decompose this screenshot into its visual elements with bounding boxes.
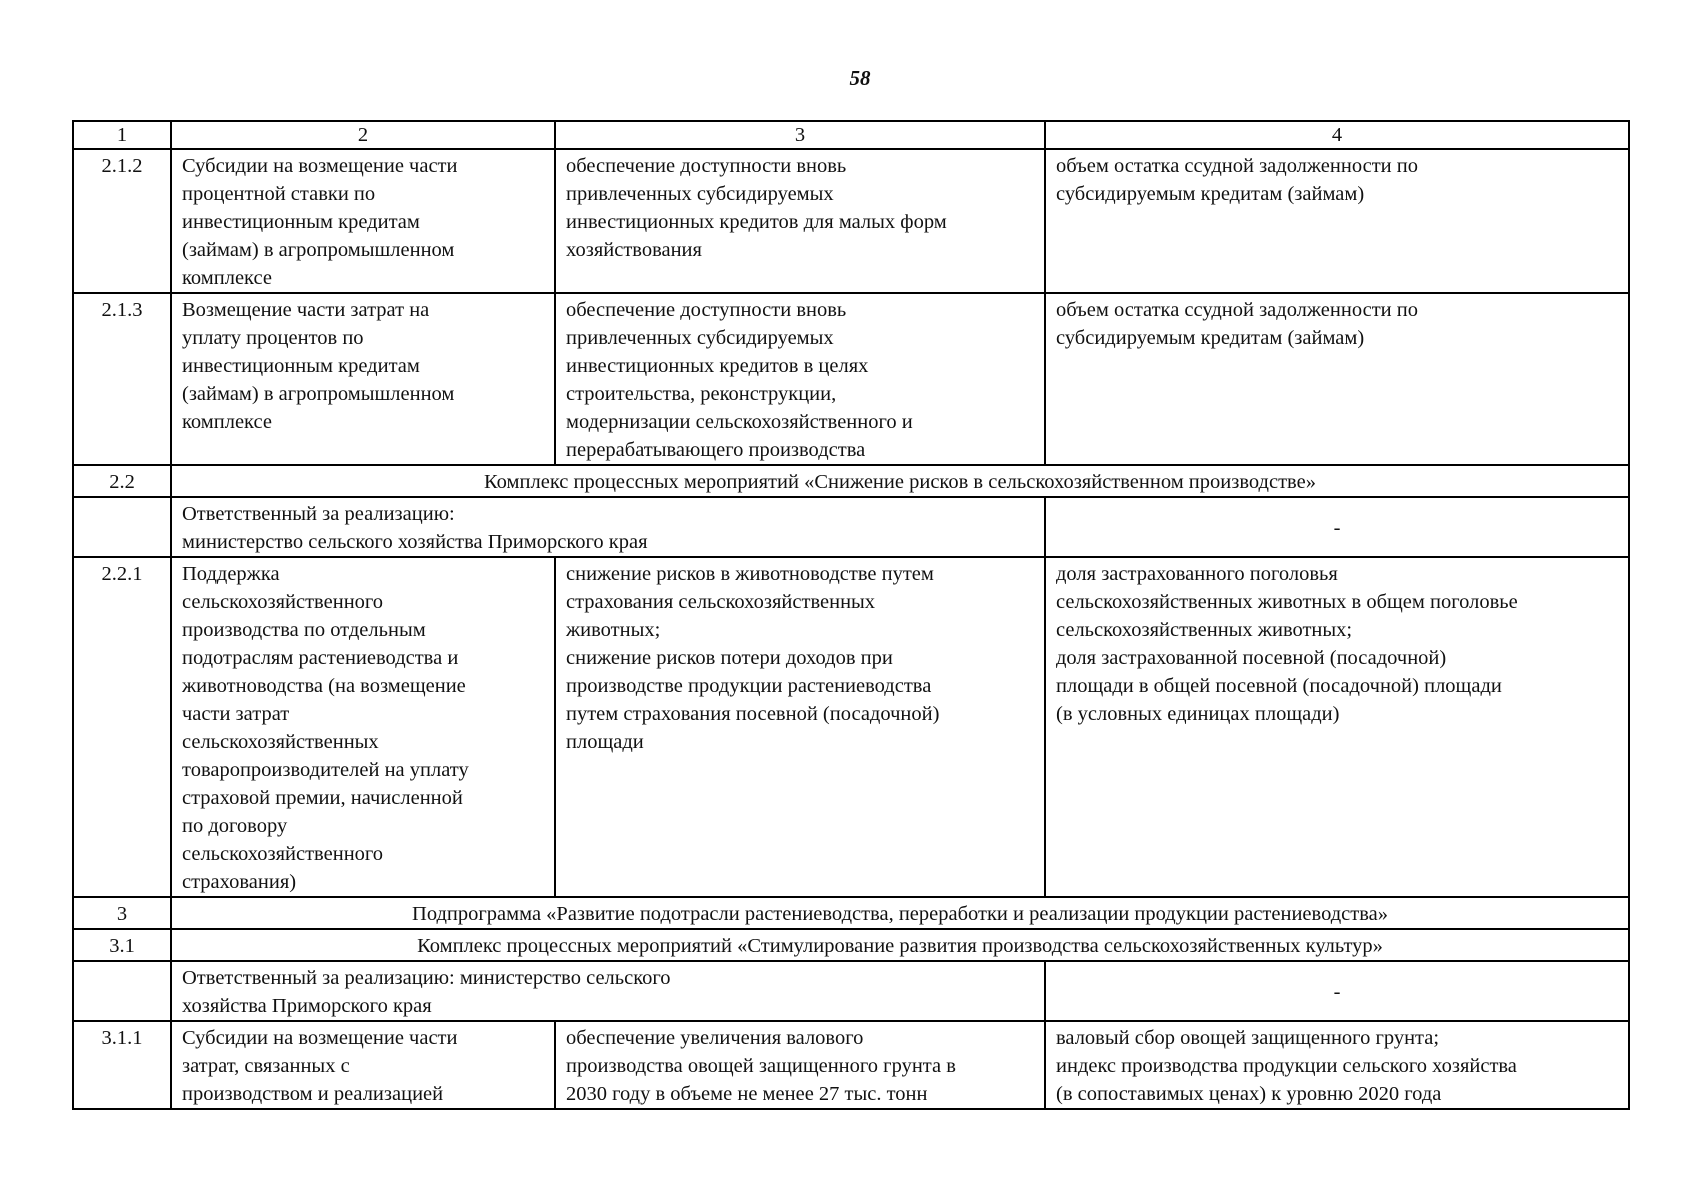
empty-cell [73,497,171,557]
header-cell-4: 4 [1045,121,1629,149]
row-number: 3.1.1 [73,1021,171,1109]
subprogram-title: Подпрограмма «Развитие подотрасли растениеводства, переработки и реализации продукции растениеводства» [171,897,1629,929]
row-number: 2.2.1 [73,557,171,897]
measure-indicator: объем остатка ссудной задолженности по субсидируемым кредитам (займам) [1045,293,1629,465]
measure-task: обеспечение увеличения валового производства овощей защищенного грунта в 2030 году в объеме не менее 27 тыс. тонн [555,1021,1045,1109]
page-number: 58 [849,66,871,90]
row-number: 3 [73,897,171,929]
measure-name: Поддержка сельскохозяйственного производства по отдельным подотраслям растениеводства и животноводства (на возмещение части затрат сельскохозяйственных товаропроизводителей на уплату страховой премии, начисленной по договору сельскохозяйственного страхования) [171,557,555,897]
measure-indicator: объем остатка ссудной задолженности по субсидируемым кредитам (займам) [1045,149,1629,293]
measure-name: Возмещение части затрат на уплату процентов по инвестиционным кредитам (займам) в агропромышленном комплексе [171,293,555,465]
row-number: 2.1.2 [73,149,171,293]
measure-indicator: валовый сбор овощей защищенного грунта; индекс производства продукции сельского хозяйства (в сопоставимых ценах) к уровню 2020 года [1045,1021,1629,1109]
table-row-3-1 [73,929,1629,961]
measure-task: обеспечение доступности вновь привлеченных субсидируемых инвестиционных кредитов для малых форм хозяйствования [555,149,1045,293]
section-title: Комплекс процессных мероприятий «Стимулирование развития производства сельскохозяйственных культур» [171,929,1629,961]
measure-name: Субсидии на возмещение части затрат, связанных с производством и реализацией [171,1021,555,1109]
header-cell-2: 2 [171,121,555,149]
row-number: 3.1 [73,929,171,961]
table-row-3 [73,897,1629,929]
responsible-dash: - [1045,961,1629,1021]
table-row-2-1-3 [73,293,1629,465]
measure-name: Субсидии на возмещение части процентной ставки по инвестиционным кредитам (займам) в агропромышленном комплексе [171,149,555,293]
header-cell-1: 1 [73,121,171,149]
measure-task: обеспечение доступности вновь привлеченных субсидируемых инвестиционных кредитов в целях строительства, реконструкции, модернизации сельскохозяйственного и перерабатывающего производства [555,293,1045,465]
measure-task: снижение рисков в животноводстве путем страхования сельскохозяйственных животных; снижение рисков потери доходов при производстве продукции растениеводства путем страхования посевной (посадочной) площади [555,557,1045,897]
empty-cell [73,961,171,1021]
row-number: 2.2 [73,465,171,497]
table-header-row [73,121,1629,149]
measure-indicator: доля застрахованного поголовья сельскохозяйственных животных в общем поголовье сельскохозяйственных животных; доля застрахованной посевной (посадочной) площади в общей посевной (посадочной) площади (в условных единицах площади) [1045,557,1629,897]
table-row-2-2 [73,465,1629,497]
row-number: 2.1.3 [73,293,171,465]
table-row-3-1-1 [73,1021,1629,1109]
program-table [72,120,1630,1110]
responsible-dash: - [1045,497,1629,557]
table-row-2-2-responsible [73,497,1629,557]
section-title: Комплекс процессных мероприятий «Снижение рисков в сельскохозяйственном производстве» [171,465,1629,497]
table-row-2-1-2 [73,149,1629,293]
responsible-text: Ответственный за реализацию: министерство сельского хозяйства Приморского края [171,497,1045,557]
header-cell-3: 3 [555,121,1045,149]
table-row-2-2-1 [73,557,1629,897]
responsible-text: Ответственный за реализацию: министерство сельского хозяйства Приморского края [171,961,1045,1021]
table-row-3-1-responsible [73,961,1629,1021]
